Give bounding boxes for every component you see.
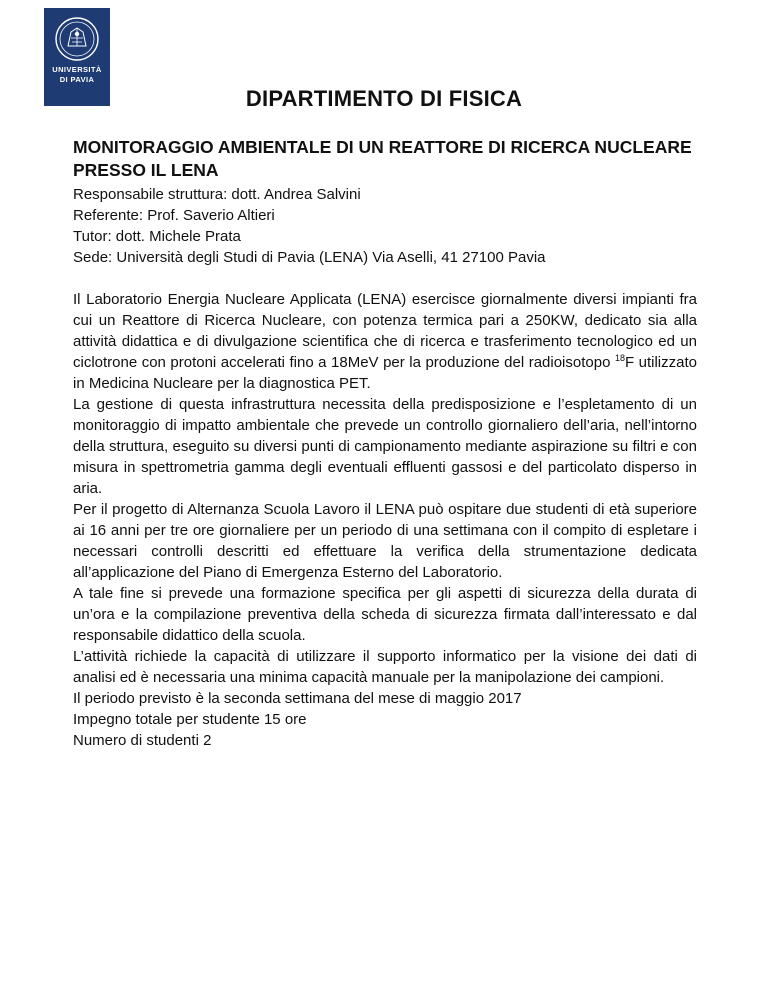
paragraph-lena-text: Il Laboratorio Energia Nucleare Applicata (LENA) esercisce giornalmente diversi impianti fra cui un Reattore di Ricerca Nucleare, con potenza termica pari a 250KW, dedicato sia alla attività didattica e di divulgazione scientifica che di ricerca e trasferimento tecnologico ed un ciclotrone con protoni accelerati fino a 18MeV per la produzione del radioisotopo [73, 291, 697, 371]
document-body [73, 136, 697, 751]
sede-line: Sede: Università degli Studi di Pavia (LENA) Via Aselli, 41 27100 Pavia [73, 249, 546, 266]
paragraph-lena-text-end: F utilizzato in Medicina Nucleare per la diagnostica PET. [73, 354, 697, 392]
project-title: MONITORAGGIO AMBIENTALE DI UN REATTORE DI RICERCA NUCLEARE PRESSO IL LENA [73, 137, 692, 180]
spacer [73, 268, 697, 289]
period-line: Il periodo previsto è la seconda settimana del mese di maggio 2017 [73, 690, 522, 707]
department-title: DIPARTIMENTO DI FISICA [245, 86, 523, 111]
tutor-line: Tutor: dott. Michele Prata [73, 228, 241, 245]
logo-line-1: UNIVERSITÀ [52, 65, 102, 74]
isotope-mass-number: 18 [614, 353, 625, 363]
university-seal-icon [54, 16, 100, 62]
paragraph-lena [73, 289, 697, 394]
referente-line: Referente: Prof. Saverio Altieri [73, 207, 275, 224]
paragraph-alternanza: Per il progetto di Alternanza Scuola Lavoro il LENA può ospitare due studenti di età superiore ai 16 anni per tre ore giornaliere per un periodo di una settimana con il compito di espletare i necessari controlli descritti ed effettuare la verifica della strumentazione dedicata all’applicazione del Piano di Emergenza Esterno del Laboratorio. [73, 501, 697, 581]
paragraph-requirements: L’attività richiede la capacità di utilizzare il supporto informatico per la visione dei dati di analisi ed è necessaria una minima capacità manuale per la manipolazione dei campioni. [73, 648, 697, 686]
paragraph-monitoring: La gestione di questa infrastruttura necessita della predisposizione e l’espletamento di un monitoraggio di impatto ambientale che prevede un controllo giornaliero dell’aria, nell’intorno della struttura, eseguito su diversi punti di campionamento mediante aspirazione su filtri e con misura in spettrometria gamma degli eventuali effluenti gassosi e del particolato disperso in aria. [73, 396, 697, 497]
logo-line-2: DI PAVIA [59, 75, 95, 84]
paragraph-safety: A tale fine si prevede una formazione specifica per gli aspetti di sicurezza della durata di un’ora e la compilazione preventiva della scheda di sicurezza firmata dall’interessato e dal responsabile didattico della scuola. [73, 585, 697, 644]
commitment-line: Impegno totale per studente 15 ore [73, 711, 307, 728]
responsabile-line: Responsabile struttura: dott. Andrea Salvini [73, 186, 361, 203]
students-line: Numero di studenti 2 [73, 732, 212, 749]
